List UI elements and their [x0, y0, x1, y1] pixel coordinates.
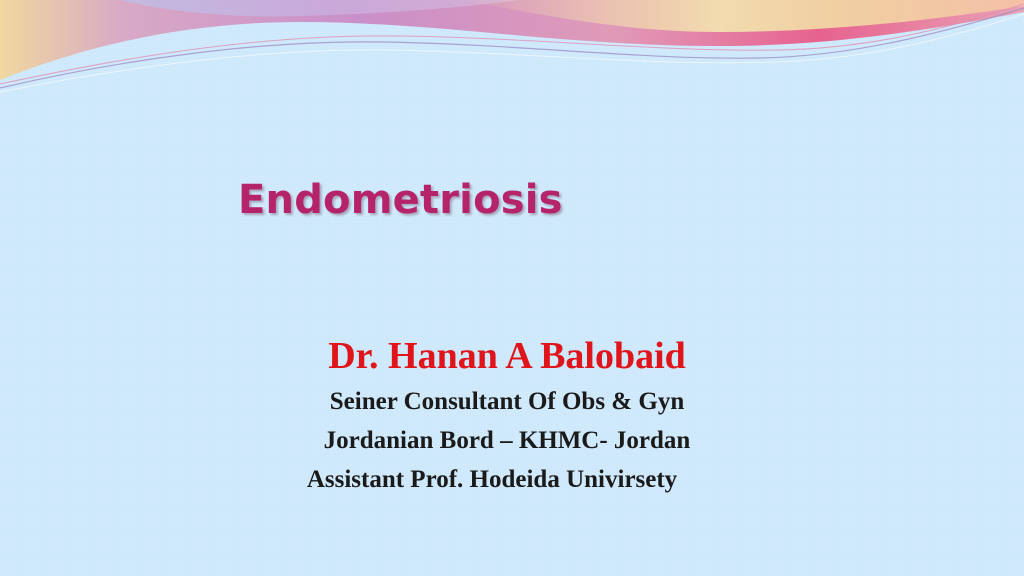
author-info	[240, 330, 760, 499]
decorative-swoosh-banner	[0, 0, 1024, 130]
author-name: Dr. Hanan A Balobaid	[328, 335, 686, 377]
slide-title: Endometriosis	[238, 177, 563, 223]
author-affiliation: Assistant Prof. Hodeida Univirsety	[306, 466, 678, 493]
author-board: Jordanian Bord – KHMC- Jordan	[323, 427, 691, 454]
author-title: Seiner Consultant Of Obs & Gyn	[329, 388, 685, 415]
